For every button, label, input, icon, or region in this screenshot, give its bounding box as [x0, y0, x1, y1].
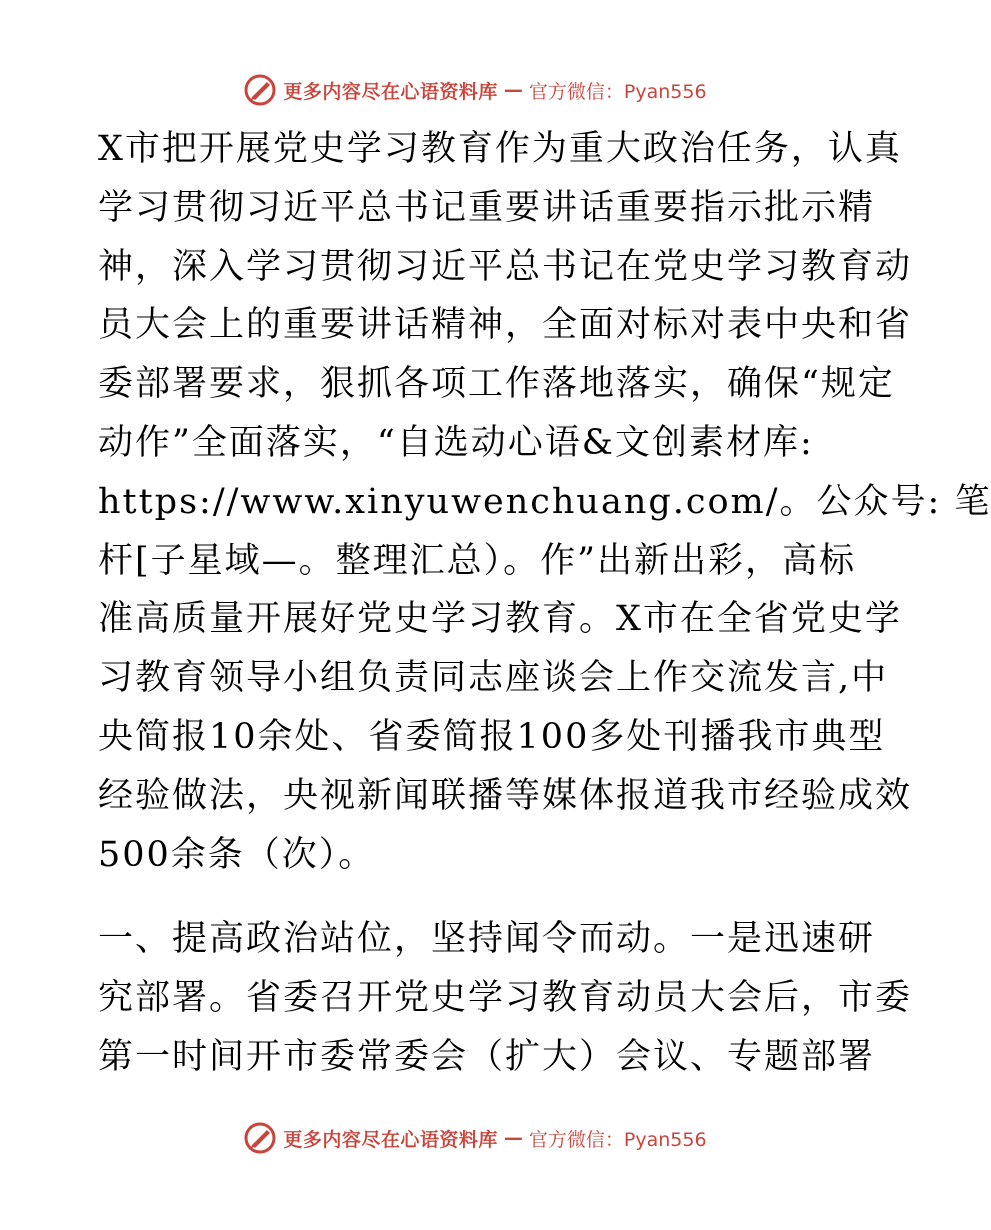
text-line: X市把开展党史学习教育作为重大政治任务，认真 — [98, 129, 902, 169]
text-line: 动作”全面落实，“自选动心语&文创素材库: — [98, 422, 814, 463]
watermark-wechat-text: 官方微信：Pyan556 — [528, 1128, 707, 1151]
text-line: 委部署要求，狠抓各项工作落地落实，确保“规定 — [98, 364, 895, 405]
text-line: 500余条（次）。 — [98, 834, 376, 875]
text-line: 神，深入学习贯彻习近平总书记在党史学习教育动 — [98, 246, 913, 287]
text-line: 央简报10余处、省委简报100多处刊播我市典型 — [98, 716, 886, 757]
text-line: 究部署。省委召开党史学习教育动员大会后，市委 — [98, 978, 913, 1019]
watermark-separator: — — [503, 79, 523, 101]
paragraph-gap — [98, 884, 858, 910]
text-line: 习教育领导小组负责同志座谈会上作交流发言,中 — [98, 658, 889, 699]
text-line: 杆[子星域—。整理汇总）。作”出新出彩，高标 — [98, 540, 857, 581]
text-line: 员大会上的重要讲话精神，全面对标对表中央和省 — [98, 305, 913, 346]
writing-circle-logo-icon — [243, 73, 277, 107]
text-line: https://www.xinyuwenchuang.com/。公众号: 笔 — [98, 481, 991, 522]
document-body — [98, 120, 991, 1087]
watermark-wechat-text: 官方微信：Pyan556 — [528, 80, 707, 103]
watermark-separator: — — [503, 1127, 523, 1149]
text-line: 经验做法，央视新闻联播等媒体报道我市经验成效 — [98, 775, 913, 816]
paragraph — [98, 120, 991, 884]
paragraph — [98, 910, 913, 1086]
watermark-main-text: 更多内容尽在心语资料库 — [283, 1128, 498, 1151]
text-line: 准高质量开展好党史学习教育。X市在全省党史学 — [98, 599, 902, 640]
writing-circle-logo-icon — [243, 1121, 277, 1155]
text-line: 学习贯彻习近平总书记重要讲话重要指示批示精 — [98, 187, 876, 228]
footer-watermark — [0, 1118, 950, 1158]
text-line: 第一时间开市委常委会（扩大）会议、专题部署 — [98, 1036, 876, 1077]
text-line: 一、提高政治站位，坚持闻令而动。一是迅速研 — [98, 919, 876, 960]
watermark-main-text: 更多内容尽在心语资料库 — [283, 80, 498, 103]
header-watermark — [0, 70, 950, 110]
